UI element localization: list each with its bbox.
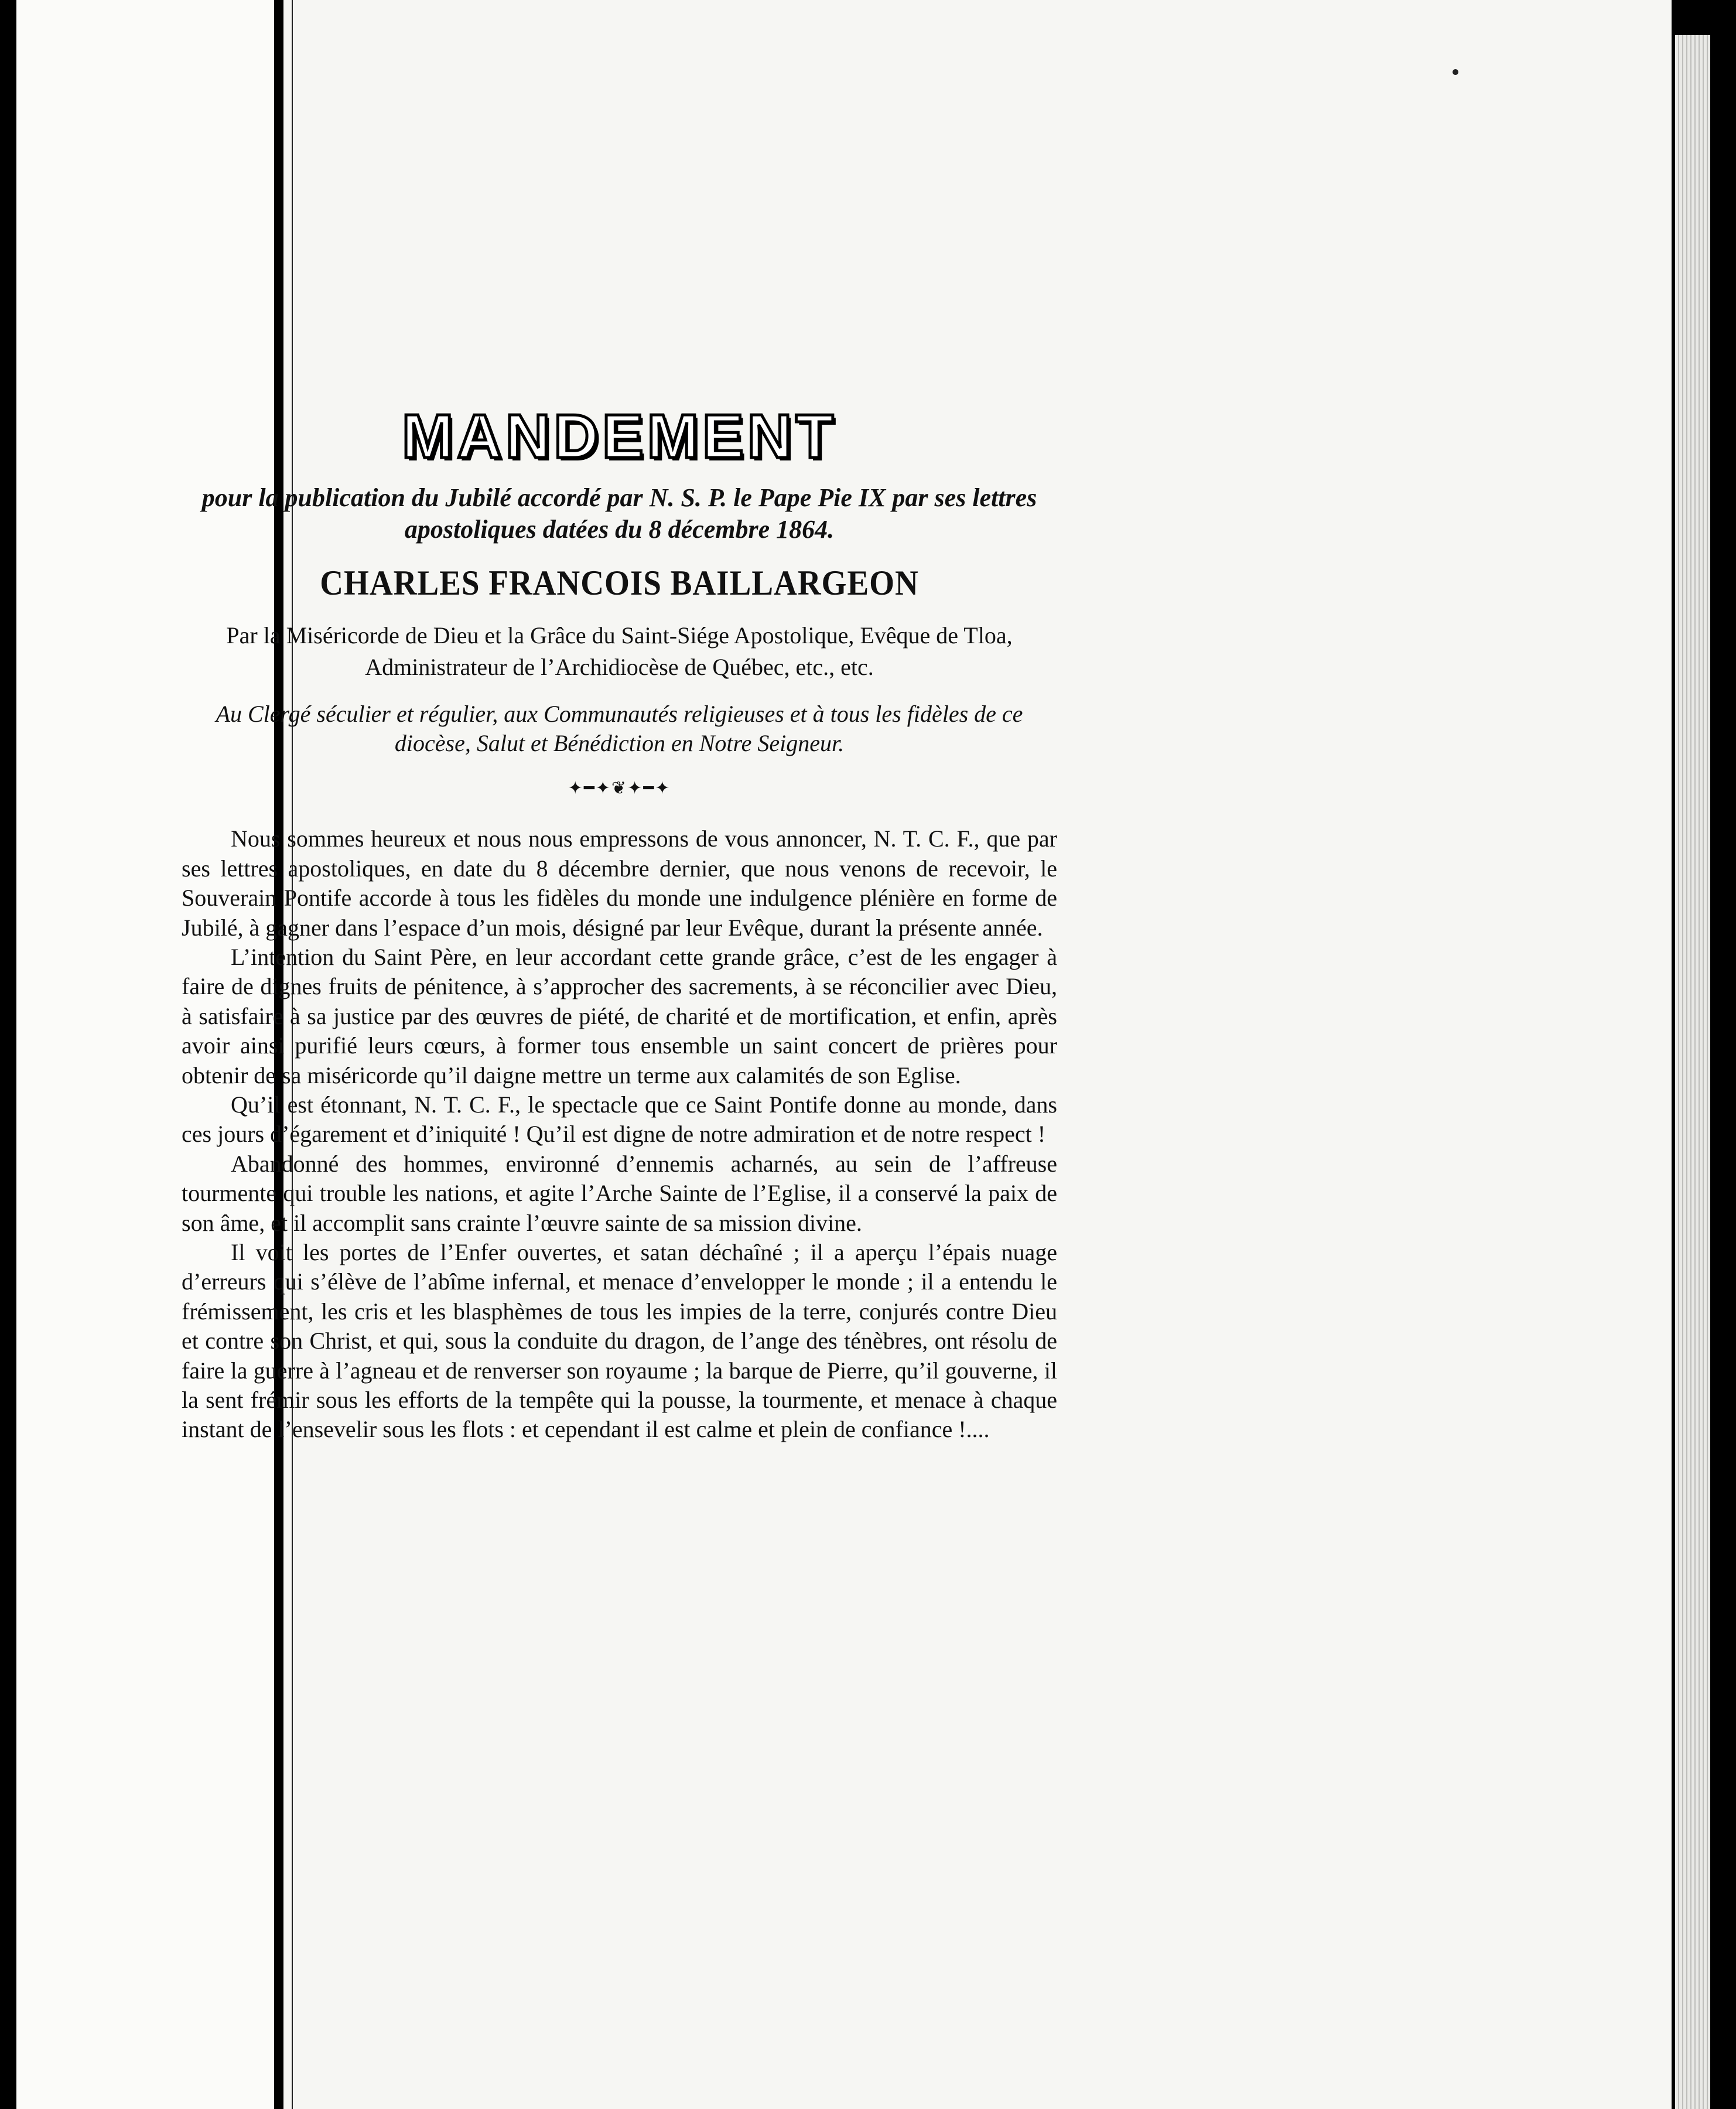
- ink-speck: [1453, 69, 1458, 75]
- author-name: CHARLES FRANCOIS BAILLARGEON: [320, 564, 919, 603]
- author-titles: Par la Miséricorde de Dieu et la Grâce du Saint-Siége Apostolique, Evêque de Tloa, Administrateur de l’Archidiocèse de Québec, etc., etc.: [226, 622, 1013, 681]
- document-heading: MANDEMENT: [402, 402, 837, 471]
- body-paragraph: Qu’il est étonnant, N. T. C. F., le spectacle que ce Saint Pontife donne au monde, dans ces jours d’égarement et d’iniquité ! Qu’il est digne de notre admiration et de notre respect !: [182, 1091, 1057, 1148]
- body-paragraph: Il voit les portes de l’Enfer ouvertes, et satan déchaîné ; il a aperçu l’épais nuage d’erreurs qui s’élève de l’abîme infernal, et menace d’envelopper le monde ; il a entendu le frémissement, les cris et les blasphèmes de tous les impies de la terre, conjurés contre Dieu et contre son Christ, et qui, sous la conduite du dragon, de l’ange des ténèbres, ont résolu de faire la guerre à l’agneau et de renverser son royaume ; la barque de Pierre, qu’il gouverne, il la sent frémir sous les efforts de la tempête qui la pousse, la tourmente, et menace à chaque instant de l’ensevelir sous les flots : et cependant il est calme et plein de confiance !....: [182, 1238, 1057, 1443]
- ornament-divider: ✦━✦❦✦━✦: [568, 779, 671, 798]
- body-paragraph: L’intention du Saint Père, en leur accordant cette grande grâce, c’est de les engager à faire de dignes fruits de pénitence, à s’approcher des sacrements, à se réconcilier avec Dieu, à satisfaire à sa justice par des œuvres de piété, de charité et de mortification, et enfin, après avoir ainsi purifié leurs cœurs, à former tous ensemble un saint concert de prières pour obtenir de sa miséricorde qu’il daigne mettre un terme aux calamités de son Eglise.: [182, 943, 1057, 1088]
- mandement-text: [182, 404, 1057, 1445]
- scan-border: [1710, 0, 1736, 2109]
- document-subtitle: pour la publication du Jubilé accordé par N. S. P. le Pape Pie IX par ses lettres apostoliques datées du 8 décembre 1864.: [201, 483, 1037, 544]
- salutation: Au Clergé séculier et régulier, aux Communautés religieuses et à tous les fidèles de ce diocèse, Salut et Bénédiction en Notre Seigneur.: [216, 701, 1023, 757]
- page-edges: [1675, 35, 1710, 2109]
- body-paragraph: Abandonné des hommes, environné d’ennemis acharnés, au sein de l’affreuse tourmente qui trouble les nations, et agite l’Arche Sainte de l’Eglise, il a conservé la paix de son âme, et il accomplit sans crainte l’œuvre sainte de sa mission divine.: [182, 1150, 1057, 1236]
- body-paragraph: Nous sommes heureux et nous nous empressons de vous annoncer, N. T. C. F., que par ses lettres apostoliques, en date du 8 décembre dernier, que nous venons de recevoir, le Souverain Pontife accorde à tous les fidèles du monde une indulgence plénière en forme de Jubilé, à gagner dans l’espace d’un mois, désigné par leur Evêque, durant la présente année.: [182, 825, 1057, 941]
